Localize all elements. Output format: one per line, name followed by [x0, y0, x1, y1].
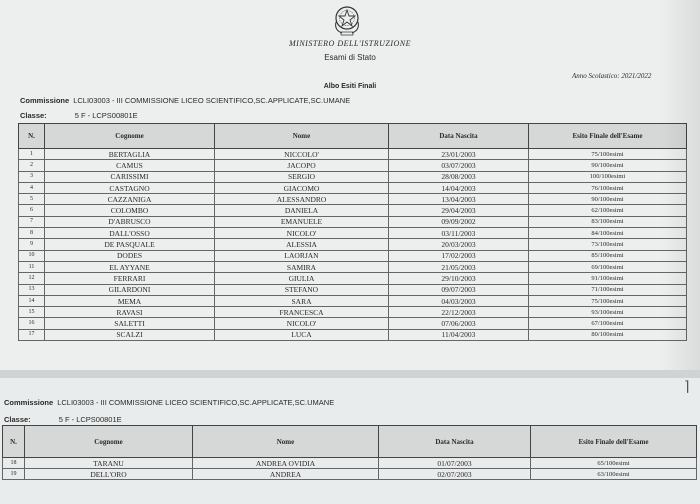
cell-surname: TARANU — [25, 458, 193, 469]
cell-result: 84/100esimi — [529, 228, 687, 239]
cell-surname: CAZZANIGA — [45, 194, 215, 205]
class-label: Classe: — [4, 415, 31, 424]
cell-number: 18 — [3, 458, 25, 469]
cell-surname: RAVASI — [45, 307, 215, 318]
cell-birthdate: 29/04/2003 — [389, 205, 529, 216]
cell-result: 80/100esimi — [529, 329, 687, 340]
table-row — [19, 160, 687, 171]
cell-surname: EL AYYANE — [45, 261, 215, 272]
cell-name: LAORJAN — [215, 250, 389, 261]
cell-name: JACOPO — [215, 160, 389, 171]
cell-birthdate: 17/02/2003 — [389, 250, 529, 261]
class-line-page-2 — [4, 415, 122, 424]
table-row — [19, 273, 687, 284]
cell-result: 63/100esimi — [531, 469, 697, 480]
table-row — [19, 171, 687, 182]
cell-name: LUCA — [215, 329, 389, 340]
cell-surname: D'ABRUSCO — [45, 216, 215, 227]
column-header-birthdate: Data Nascita — [389, 124, 529, 149]
cell-birthdate: 04/03/2003 — [389, 295, 529, 306]
cell-result: 91/100esimi — [529, 273, 687, 284]
cell-surname: CARISSIMI — [45, 171, 215, 182]
column-header-result: Esito Finale dell'Esame — [529, 124, 687, 149]
cell-number: 3 — [19, 171, 45, 182]
cell-surname: SCALZI — [45, 329, 215, 340]
italian-republic-emblem-icon — [332, 4, 362, 36]
cell-number: 1 — [19, 149, 45, 160]
table-row — [19, 284, 687, 295]
cell-result: 62/100esimi — [529, 205, 687, 216]
cell-result: 83/100esimi — [529, 216, 687, 227]
cell-number: 4 — [19, 182, 45, 193]
column-header-birthdate: Data Nascita — [379, 426, 531, 458]
column-header-name: Nome — [215, 124, 389, 149]
cell-birthdate: 11/04/2003 — [389, 329, 529, 340]
cell-number: 2 — [19, 160, 45, 171]
table-row — [3, 458, 697, 469]
cell-result: 75/100esimi — [529, 295, 687, 306]
cell-surname: CAMUS — [45, 160, 215, 171]
cell-number: 14 — [19, 295, 45, 306]
cell-number: 17 — [19, 329, 45, 340]
cell-birthdate: 20/03/2003 — [389, 239, 529, 250]
cell-number: 11 — [19, 261, 45, 272]
cell-surname: COLOMBO — [45, 205, 215, 216]
cell-birthdate: 14/04/2003 — [389, 182, 529, 193]
cell-result: 69/100esimi — [529, 261, 687, 272]
cell-birthdate: 13/04/2003 — [389, 194, 529, 205]
column-header-number: N. — [3, 426, 25, 458]
cell-result: 90/100esimi — [529, 160, 687, 171]
cell-birthdate: 07/06/2003 — [389, 318, 529, 329]
cell-birthdate: 02/07/2003 — [379, 469, 531, 480]
column-header-surname: Cognome — [45, 124, 215, 149]
cell-name: ALESSANDRO — [215, 194, 389, 205]
class-value: 5 F - LCPS00801E — [74, 111, 138, 120]
class-label: Classe: — [20, 111, 47, 120]
cell-surname: FERRARI — [45, 273, 215, 284]
table-row — [19, 228, 687, 239]
table-row — [19, 318, 687, 329]
cell-surname: DELL'ORO — [25, 469, 193, 480]
table-row — [19, 239, 687, 250]
commission-line — [20, 96, 350, 105]
cell-result: 93/100esimi — [529, 307, 687, 318]
cell-name: ANDREA OVIDIA — [193, 458, 379, 469]
commission-value: LCLI03003 - III COMMISSIONE LICEO SCIENTIFICO,SC.APPLICATE,SC.UMANE — [57, 398, 335, 407]
cell-name: EMANUELE — [215, 216, 389, 227]
cell-result: 65/100esimi — [531, 458, 697, 469]
table-row — [19, 149, 687, 160]
cell-number: 13 — [19, 284, 45, 295]
cell-number: 8 — [19, 228, 45, 239]
cell-birthdate: 01/07/2003 — [379, 458, 531, 469]
cell-result: 73/100esimi — [529, 239, 687, 250]
cell-number: 12 — [19, 273, 45, 284]
cell-number: 9 — [19, 239, 45, 250]
cell-result: 100/100esimi — [529, 171, 687, 182]
column-header-name: Nome — [193, 426, 379, 458]
table-row — [19, 216, 687, 227]
cell-name: SERGIO — [215, 171, 389, 182]
cell-birthdate: 22/12/2003 — [389, 307, 529, 318]
page-shadow — [660, 0, 700, 370]
table-row — [19, 261, 687, 272]
commission-label: Commissione — [20, 96, 70, 105]
column-header-surname: Cognome — [25, 426, 193, 458]
table-header-row — [19, 124, 687, 149]
table-row — [19, 250, 687, 261]
cell-number: 7 — [19, 216, 45, 227]
cell-surname: DALL'OSSO — [45, 228, 215, 239]
cell-surname: BERTAGLIA — [45, 149, 215, 160]
cell-name: GIULIA — [215, 273, 389, 284]
cell-result: 71/100esimi — [529, 284, 687, 295]
cell-surname: MEMA — [45, 295, 215, 306]
cell-name: SARA — [215, 295, 389, 306]
cell-birthdate: 09/09/2002 — [389, 216, 529, 227]
class-value: 5 F - LCPS00801E — [58, 415, 122, 424]
commission-label: Commissione — [4, 398, 54, 407]
table-row — [19, 329, 687, 340]
cell-birthdate: 23/01/2003 — [389, 149, 529, 160]
cell-name: GIACOMO — [215, 182, 389, 193]
cell-result: 67/100esimi — [529, 318, 687, 329]
table-row — [19, 307, 687, 318]
cell-name: ALESSIA — [215, 239, 389, 250]
cell-name: NICOLO' — [215, 318, 389, 329]
cell-birthdate: 29/10/2003 — [389, 273, 529, 284]
cell-name: STEFANO — [215, 284, 389, 295]
cell-surname: GILARDONI — [45, 284, 215, 295]
table-row — [3, 469, 697, 480]
cell-surname: SALETTI — [45, 318, 215, 329]
cell-name: SAMIRA — [215, 261, 389, 272]
cell-result: 90/100esimi — [529, 194, 687, 205]
table-row — [19, 205, 687, 216]
cell-number: 6 — [19, 205, 45, 216]
cell-number: 15 — [19, 307, 45, 318]
cell-result: 85/100esimi — [529, 250, 687, 261]
cell-surname: DODES — [45, 250, 215, 261]
cell-surname: CASTAGNO — [45, 182, 215, 193]
school-year: Anno Scolastico: 2021/2022 — [572, 72, 652, 80]
cell-name: FRANCESCA — [215, 307, 389, 318]
table-row — [19, 182, 687, 193]
cell-name: ANDREA — [193, 469, 379, 480]
cell-name: NICOLO' — [215, 228, 389, 239]
table-row — [19, 194, 687, 205]
exam-heading: Esami di Stato — [324, 53, 376, 62]
column-header-result: Esito Finale dell'Esame — [531, 426, 697, 458]
cell-name: DANIELA — [215, 205, 389, 216]
cell-number: 19 — [3, 469, 25, 480]
results-table-page-2 — [2, 425, 697, 480]
page-mark: ⌉ — [684, 378, 690, 394]
cell-birthdate: 28/08/2003 — [389, 171, 529, 182]
cell-birthdate: 03/11/2003 — [389, 228, 529, 239]
ministry-heading: MINISTERO DELL'ISTRUZIONE — [289, 39, 411, 48]
cell-number: 5 — [19, 194, 45, 205]
cell-result: 75/100esimi — [529, 149, 687, 160]
cell-birthdate: 09/07/2003 — [389, 284, 529, 295]
cell-name: NICCOLO' — [215, 149, 389, 160]
cell-surname: DE PASQUALE — [45, 239, 215, 250]
commission-value: LCLI03003 - III COMMISSIONE LICEO SCIENTIFICO,SC.APPLICATE,SC.UMANE — [73, 96, 351, 105]
table-header-row — [3, 426, 697, 458]
table-row — [19, 295, 687, 306]
cell-number: 10 — [19, 250, 45, 261]
class-line — [20, 111, 138, 120]
document-title: Albo Esiti Finali — [323, 83, 377, 90]
cell-birthdate: 03/07/2003 — [389, 160, 529, 171]
cell-birthdate: 21/05/2003 — [389, 261, 529, 272]
cell-number: 16 — [19, 318, 45, 329]
cell-result: 76/100esimi — [529, 182, 687, 193]
results-table-page-1 — [18, 123, 687, 341]
commission-line-page-2 — [4, 398, 334, 407]
column-header-number: N. — [19, 124, 45, 149]
